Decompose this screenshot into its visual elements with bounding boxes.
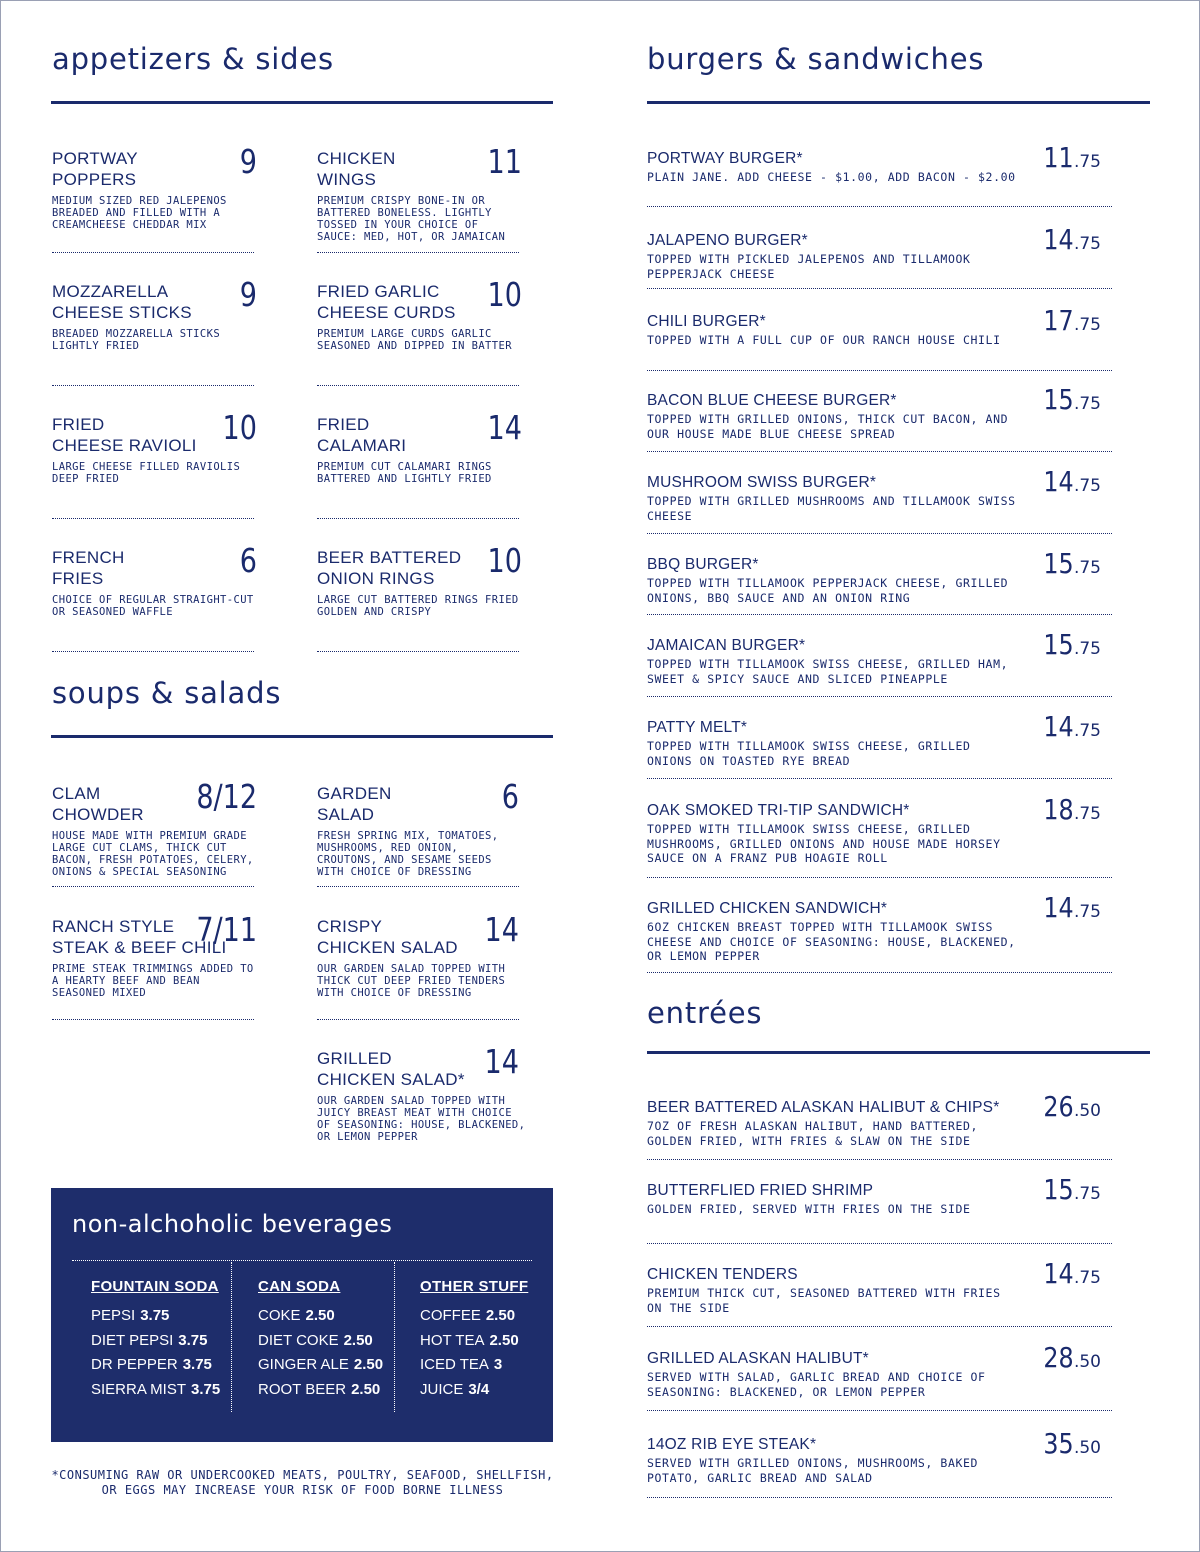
beverage-name: COFFEE (420, 1307, 481, 1324)
item-divider (52, 651, 254, 652)
beverage-price: 3 (493, 1356, 503, 1373)
price-dollars: 28 (1043, 1341, 1074, 1374)
menu-item-description: PLAIN JANE. ADD CHEESE - $1.00, ADD BACON - $2.00 (647, 170, 1016, 184)
item-divider (52, 886, 254, 887)
item-divider (647, 533, 1112, 534)
item-divider (647, 778, 1112, 779)
menu-item-price (1038, 1341, 1101, 1374)
item-divider (647, 877, 1112, 878)
menu-item-description: OUR GARDEN SALAD TOPPED WITH JUICY BREAST MEAT WITH CHOICE OF SEASONING: HOUSE, BLACKENED, OR LEMON PEPPER (317, 1095, 526, 1143)
menu-item-description: HOUSE MADE WITH PREMIUM GRADE LARGE CUT CLAMS, THICK CUT BACON, FRESH POTATOES, CELERY, ONIONS & SPECIAL SEASONING (52, 830, 254, 878)
soups-rule (51, 735, 553, 738)
beverage-item (420, 1329, 570, 1354)
price-cents: .75 (1073, 558, 1101, 578)
menu-item-name: MUSHROOM SWISS BURGER* (647, 474, 877, 491)
menu-item (52, 777, 257, 878)
entrees-heading: entrées (647, 996, 763, 1030)
beverage-name: JUICE (420, 1380, 464, 1398)
menu-item-description: FRESH SPRING MIX, TOMATOES, MUSHROOMS, RED ONION, CROUTONS, AND SESAME SEEDS WITH CHOICE OF DRESSING (317, 830, 499, 878)
beverage-item (91, 1304, 241, 1329)
menu-item (317, 1042, 526, 1143)
beverage-column (91, 1278, 241, 1402)
beverage-item (420, 1378, 570, 1403)
menu-item-price (1038, 1090, 1101, 1123)
menu-item-price: 6 (239, 541, 257, 580)
menu-item (647, 628, 1112, 686)
item-divider (317, 252, 519, 253)
menu-item-name: RANCH STYLE STEAK & BEEF CHILI (52, 917, 227, 957)
appetizers-rule (51, 101, 553, 104)
price-cents: .50 (1073, 1101, 1101, 1121)
beverage-name: HOT TEA (420, 1331, 485, 1349)
menu-item-price (1038, 141, 1101, 174)
price-dollars: 17 (1043, 304, 1074, 337)
beverage-price: 3.75 (191, 1380, 221, 1398)
menu-item (52, 910, 257, 999)
menu-item-name: 14OZ RIB EYE STEAK* (647, 1436, 817, 1453)
beverages-divider (72, 1260, 532, 1261)
menu-item-price (1038, 1173, 1101, 1206)
item-divider (647, 1243, 1112, 1244)
item-divider (52, 518, 254, 519)
item-divider (317, 651, 519, 652)
price-cents: .75 (1073, 152, 1101, 172)
menu-item (317, 275, 522, 352)
beverage-name: SIERRA MIST (91, 1380, 187, 1398)
burgers-rule (647, 101, 1150, 104)
menu-item-description: TOPPED WITH GRILLED MUSHROOMS AND TILLAMOOK SWISS CHEESE (647, 494, 1016, 523)
menu-item-description: SERVED WITH SALAD, GARLIC BREAD AND CHOICE OF SEASONING: BLACKENED, OR LEMON PEPPER (647, 1370, 986, 1399)
menu-item-price (1038, 223, 1101, 256)
price-dollars: 14 (1043, 223, 1074, 256)
menu-item-name: MOZZARELLA CHEESE STICKS (52, 282, 192, 322)
menu-item-name: CHICKEN WINGS (317, 149, 396, 189)
beverage-column (258, 1278, 408, 1402)
price-dollars: 15 (1043, 628, 1074, 661)
price-dollars: 18 (1043, 793, 1074, 826)
beverage-item (258, 1329, 408, 1354)
beverage-name: GINGER ALE (258, 1356, 349, 1373)
menu-item-name: FRENCH FRIES (52, 548, 125, 588)
price-cents: .75 (1073, 315, 1101, 335)
beverage-price: 3.75 (182, 1356, 212, 1373)
menu-item-name: GRILLED ALASKAN HALIBUT* (647, 1350, 869, 1367)
menu-item-name: CRISPY CHICKEN SALAD (317, 917, 458, 957)
menu-item (52, 142, 257, 231)
menu-item-price: 6 (501, 777, 519, 816)
menu-item-description: TOPPED WITH PICKLED JALEPENOS AND TILLAMOOK PEPPERJACK CHEESE (647, 252, 971, 281)
price-cents: .75 (1073, 476, 1101, 496)
item-divider (647, 696, 1112, 697)
menu-item-description: SERVED WITH GRILLED ONIONS, MUSHROOMS, BAKED POTATO, GARLIC BREAD AND SALAD (647, 1456, 979, 1485)
menu-item-description: TOPPED WITH TILLAMOOK SWISS CHEESE, GRILLED HAM, SWEET & SPICY SAUCE AND SLICED PINEAPPLE (647, 657, 1009, 686)
menu-item-description: LARGE CUT BATTERED RINGS FRIED GOLDEN AND CRISPY (317, 594, 519, 618)
item-divider (647, 370, 1112, 371)
beverage-price: 2.50 (305, 1307, 335, 1324)
item-divider (317, 886, 519, 887)
menu-item-price (1038, 628, 1101, 661)
beverage-price: 3.75 (140, 1307, 170, 1324)
price-dollars: 15 (1043, 547, 1074, 580)
item-divider (317, 385, 519, 386)
item-divider (647, 288, 1112, 289)
menu-item-name: OAK SMOKED TRI-TIP SANDWICH* (647, 802, 910, 819)
menu-item-description: TOPPED WITH GRILLED ONIONS, THICK CUT BACON, AND OUR HOUSE MADE BLUE CHEESE SPREAD (647, 412, 1009, 441)
menu-item-description: OUR GARDEN SALAD TOPPED WITH THICK CUT DEEP FRIED TENDERS WITH CHOICE OF DRESSING (317, 963, 506, 999)
price-dollars: 15 (1043, 1173, 1074, 1206)
price-cents: .75 (1073, 234, 1101, 254)
item-divider (52, 252, 254, 253)
menu-item-price: 14 (487, 408, 522, 447)
beverage-column (420, 1278, 570, 1402)
menu-item-description: MEDIUM SIZED RED JALEPENOS BREADED AND FILLED WITH A CREAMCHEESE CHEDDAR MIX (52, 195, 227, 231)
menu-item-description: PREMIUM CUT CALAMARI RINGS BATTERED AND LIGHTLY FRIED (317, 461, 492, 485)
menu-item-price (1038, 383, 1101, 416)
menu-item-price: 10 (222, 408, 257, 447)
menu-item-description: PREMIUM LARGE CURDS GARLIC SEASONED AND DIPPED IN BATTER (317, 328, 512, 352)
item-divider (52, 1019, 254, 1020)
entrees-rule (647, 1051, 1150, 1054)
price-cents: .50 (1073, 1352, 1101, 1372)
beverage-item (91, 1329, 241, 1354)
beverage-item (91, 1353, 241, 1378)
beverage-item (420, 1304, 570, 1329)
menu-item-name: PORTWAY BURGER* (647, 150, 803, 167)
menu-item (647, 1173, 1112, 1217)
menu-item-description: TOPPED WITH A FULL CUP OF OUR RANCH HOUSE CHILI (647, 333, 1001, 347)
menu-item-price: 7/11 (196, 910, 257, 949)
menu-item-description: LARGE CHEESE FILLED RAVIOLIS DEEP FRIED (52, 461, 241, 485)
menu-item-name: BUTTERFLIED FRIED SHRIMP (647, 1182, 874, 1199)
burgers-heading: burgers & sandwiches (647, 42, 985, 76)
menu-item-price (1038, 465, 1101, 498)
item-divider (647, 1410, 1112, 1411)
price-cents: .50 (1073, 1438, 1101, 1458)
price-cents: .75 (1073, 394, 1101, 414)
beverage-name: DIET COKE (258, 1331, 339, 1349)
price-dollars: 26 (1043, 1090, 1074, 1123)
menu-item-name: FRIED CALAMARI (317, 415, 407, 455)
menu-item (317, 541, 522, 618)
price-cents: .75 (1073, 721, 1101, 741)
beverage-name: ICED TEA (420, 1356, 489, 1373)
menu-item-price: 10 (487, 541, 522, 580)
beverage-price: 2.50 (485, 1307, 516, 1324)
menu-item-description: 7OZ OF FRESH ALASKAN HALIBUT, HAND BATTERED, GOLDEN FRIED, WITH FRIES & SLAW ON THE SIDE (647, 1119, 979, 1148)
menu-item-name: CLAM CHOWDER (52, 784, 144, 824)
beverage-price: 3/4 (468, 1380, 490, 1398)
menu-item-description: TOPPED WITH TILLAMOOK PEPPERJACK CHEESE, GRILLED ONIONS, BBQ SAUCE AND AN ONION RING (647, 576, 1009, 605)
menu-item-price (1038, 793, 1101, 826)
soups-heading: soups & salads (52, 676, 282, 710)
menu-item (317, 777, 519, 878)
menu-item-name: GRILLED CHICKEN SANDWICH* (647, 900, 888, 917)
menu-item-name: CHILI BURGER* (647, 313, 766, 330)
menu-item-description: PRIME STEAK TRIMMINGS ADDED TO A HEARTY BEEF AND BEAN SEASONED MIXED (52, 963, 254, 999)
menu-item-price (1038, 1257, 1101, 1290)
menu-item (647, 383, 1112, 441)
beverage-name: DIET PEPSI (91, 1331, 174, 1349)
menu-item-description: PREMIUM THICK CUT, SEASONED BATTERED WITH FRIES ON THE SIDE (647, 1286, 1001, 1315)
menu-item (52, 275, 257, 352)
menu-item-price: 9 (239, 275, 257, 314)
menu-item-price (1038, 710, 1101, 743)
beverage-item (420, 1353, 570, 1378)
menu-item (317, 142, 522, 243)
menu-item (647, 793, 1112, 866)
menu-item-description: CHOICE OF REGULAR STRAIGHT-CUT OR SEASONED WAFFLE (52, 594, 254, 618)
menu-item (317, 910, 519, 999)
beverage-price: 2.50 (489, 1331, 519, 1349)
menu-item-name: BBQ BURGER* (647, 556, 759, 573)
price-dollars: 14 (1043, 1257, 1074, 1290)
menu-item-name: PORTWAY POPPERS (52, 149, 138, 189)
menu-item-description: PREMIUM CRISPY BONE-IN OR BATTERED BONELESS. LIGHTLY TOSSED IN YOUR CHOICE OF SAUCE: MED, HOT, OR JAMAICAN (317, 195, 506, 243)
menu-item (647, 141, 1112, 185)
beverage-price: 3.75 (178, 1331, 208, 1349)
price-dollars: 14 (1043, 465, 1074, 498)
price-cents: .75 (1073, 902, 1101, 922)
menu-item (52, 541, 257, 618)
item-divider (647, 451, 1112, 452)
beverage-name: PEPSI (91, 1307, 136, 1324)
appetizers-heading: appetizers & sides (52, 42, 334, 76)
menu-item (317, 408, 522, 485)
price-dollars: 35 (1043, 1427, 1074, 1460)
menu-item-price: 11 (487, 142, 522, 181)
menu-item-name: BEER BATTERED ONION RINGS (317, 548, 462, 588)
beverages-panel (51, 1188, 553, 1442)
menu-item-name: BACON BLUE CHEESE BURGER* (647, 392, 897, 409)
menu-item-price: 14 (484, 1042, 519, 1081)
menu-item-price (1038, 304, 1101, 337)
menu-item (647, 710, 1112, 768)
menu-item-price: 10 (487, 275, 522, 314)
item-divider (52, 385, 254, 386)
menu-item-price (1038, 547, 1101, 580)
menu-item-name: GRILLED CHICKEN SALAD* (317, 1049, 465, 1089)
menu-item-description: 6OZ CHICKEN BREAST TOPPED WITH TILLAMOOK SWISS CHEESE AND CHOICE OF SEASONING: HOUSE, BLACKENED, OR LEMON PEPPER (647, 920, 1016, 963)
price-dollars: 14 (1043, 710, 1074, 743)
beverage-name: DR PEPPER (91, 1356, 178, 1373)
menu-item-name: FRIED GARLIC CHEESE CURDS (317, 282, 456, 322)
beverage-column-heading: CAN SODA (258, 1278, 341, 1295)
menu-item (52, 408, 257, 485)
menu-item-name: FRIED CHEESE RAVIOLI (52, 415, 197, 455)
item-divider (647, 972, 1112, 973)
price-cents: .75 (1073, 1184, 1101, 1204)
menu-item-name: JALAPENO BURGER* (647, 232, 808, 249)
menu-item-description: GOLDEN FRIED, SERVED WITH FRIES ON THE SIDE (647, 1202, 971, 1216)
beverage-item (258, 1304, 408, 1329)
price-dollars: 14 (1043, 891, 1074, 924)
menu-item (647, 1090, 1112, 1148)
menu-item (647, 1427, 1112, 1485)
item-divider (647, 1497, 1112, 1498)
item-divider (647, 1159, 1112, 1160)
menu-item-name: JAMAICAN BURGER* (647, 637, 806, 654)
menu-item (647, 547, 1112, 605)
beverages-heading: non-alchoholic beverages (72, 1210, 393, 1238)
price-cents: .75 (1073, 804, 1101, 824)
beverage-column-heading: OTHER STUFF (420, 1278, 529, 1295)
beverage-item (258, 1378, 408, 1403)
menu-item (647, 465, 1112, 523)
price-dollars: 15 (1043, 383, 1074, 416)
menu-item-name: CHICKEN TENDERS (647, 1266, 798, 1283)
beverage-item (91, 1378, 241, 1403)
food-safety-footnote: *CONSUMING RAW OR UNDERCOOKED MEATS, POULTRY, SEAFOOD, SHELLFISH, OR EGGS MAY INCREASE YOUR RISK OF FOOD BORNE ILLNESS (51, 1468, 554, 1497)
menu-item (647, 1257, 1112, 1315)
menu-item-price (1038, 891, 1101, 924)
beverage-price: 2.50 (343, 1331, 373, 1349)
menu-item-price: 9 (239, 142, 257, 181)
beverage-name: COKE (258, 1307, 301, 1324)
price-dollars: 11 (1043, 141, 1074, 174)
beverage-column-heading: FOUNTAIN SODA (91, 1278, 219, 1295)
menu-item-description: TOPPED WITH TILLAMOOK SWISS CHEESE, GRILLED MUSHROOMS, GRILLED ONIONS AND HOUSE MADE HORSEY SAUCE ON A FRANZ PUB HOAGIE ROLL (647, 822, 1001, 865)
item-divider (317, 518, 519, 519)
menu-item-description: TOPPED WITH TILLAMOOK SWISS CHEESE, GRILLED ONIONS ON TOASTED RYE BREAD (647, 739, 971, 768)
item-divider (647, 1326, 1112, 1327)
price-cents: .75 (1073, 639, 1101, 659)
menu-item (647, 1341, 1112, 1399)
menu-item (647, 304, 1112, 348)
menu-item-name: BEER BATTERED ALASKAN HALIBUT & CHIPS* (647, 1099, 1000, 1116)
menu-item-name: GARDEN SALAD (317, 784, 392, 824)
menu-item-name: PATTY MELT* (647, 719, 748, 736)
menu-item-description: BREADED MOZZARELLA STICKS LIGHTLY FRIED (52, 328, 221, 352)
menu-item-price (1038, 1427, 1101, 1460)
beverage-price: 2.50 (353, 1356, 384, 1373)
menu-item-price: 14 (484, 910, 519, 949)
item-divider (647, 614, 1112, 615)
price-cents: .75 (1073, 1268, 1101, 1288)
beverage-price: 2.50 (351, 1380, 381, 1398)
item-divider (317, 1019, 519, 1020)
beverage-item (258, 1353, 408, 1378)
menu-item (647, 223, 1112, 281)
beverage-name: ROOT BEER (258, 1380, 347, 1398)
item-divider (647, 206, 1112, 207)
menu-item (647, 891, 1112, 964)
menu-item-price: 8/12 (196, 777, 257, 816)
